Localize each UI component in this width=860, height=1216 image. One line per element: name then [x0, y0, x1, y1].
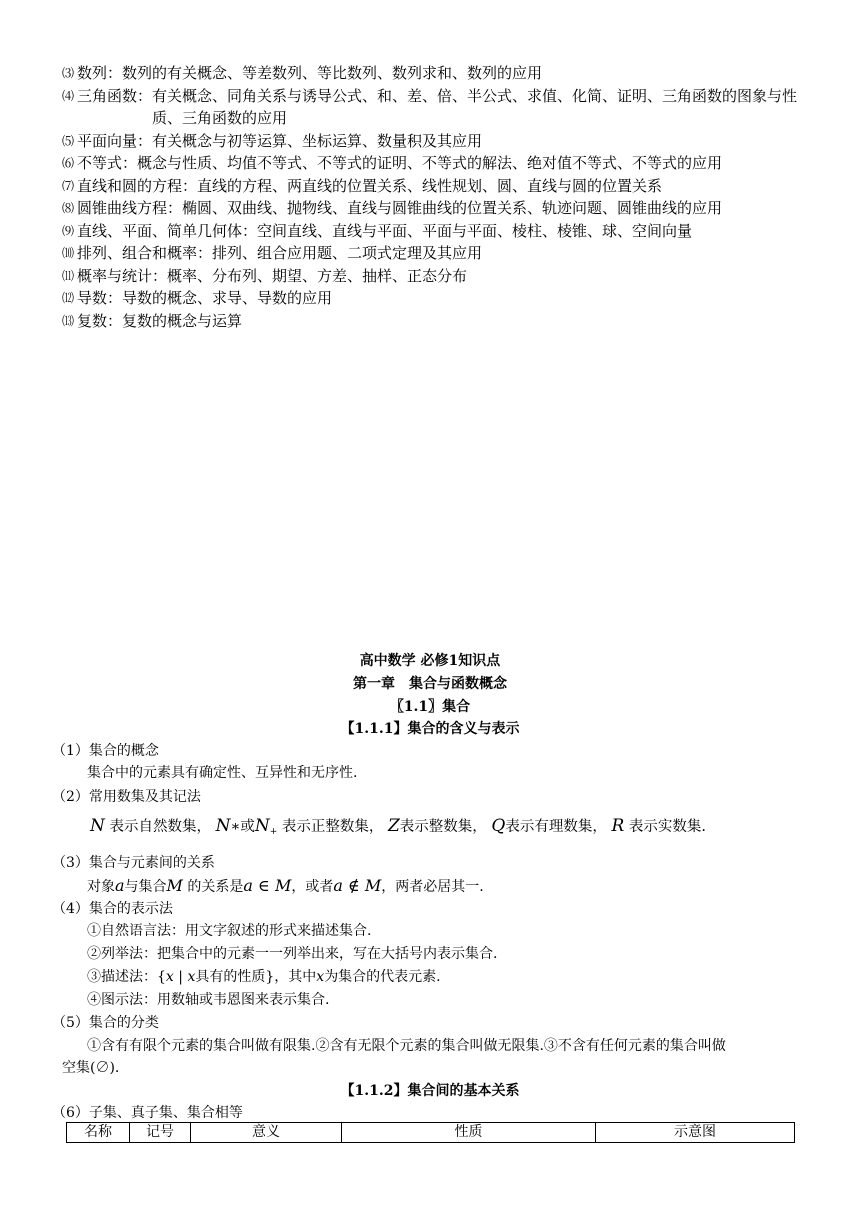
subset-table [66, 1122, 795, 1143]
table-header-cell: 示意图 [596, 1123, 795, 1143]
outline-topic: 导数： [77, 289, 123, 307]
outline-content: 空间直线、直线与平面、平面与平面、棱柱、棱锥、球、空间向量 [257, 221, 693, 240]
symbol-x: x [316, 969, 325, 985]
outline-item [62, 175, 802, 198]
outline-item [62, 310, 802, 333]
item-5-line-1: ①含有有限个元素的集合叫做有限集.②含有无限个元素的集合叫做无限集.③不含有任何元素的集合叫做 [87, 1038, 726, 1054]
text-one-of-two: ，两者必居其一. [381, 879, 484, 895]
subsection-title-1-1-1: 【1.1.1】集合的含义与表示 [340, 721, 520, 737]
expr-a-notin-M: a ∉ M [333, 876, 382, 895]
document-title: 高中数学 必修1知识点 [359, 653, 501, 669]
outline-topic: 三角函数： [77, 86, 153, 105]
outline-item [62, 85, 802, 130]
symbol-x: x [187, 969, 196, 985]
outline-content: 概率、分布列、期望、方差、抽样、正态分布 [167, 266, 468, 285]
table-header-cell: 性质 [342, 1123, 596, 1143]
outline-number: ⑻ [62, 201, 75, 215]
outline-number: ⒀ [62, 313, 75, 328]
symbol-x: x [165, 969, 174, 985]
outline-topic: 排列、组合和概率： [77, 244, 213, 262]
item-5-title: （5）集合的分类 [52, 1015, 159, 1031]
outline-number: ⑿ [62, 291, 75, 305]
outline-item [62, 220, 802, 243]
symbol-N: N [90, 816, 105, 836]
item-5-line-2: 空集(∅). [62, 1060, 120, 1076]
outline-content: 有关概念与初等运算、坐标运算、数量积及其应用 [152, 131, 483, 150]
outline-item [62, 197, 802, 220]
table-header-cell: 意义 [191, 1123, 342, 1143]
star-symbol: ∗ [230, 819, 241, 835]
outline-item [62, 287, 802, 310]
outline-content: 导数的概念、求导、导数的应用 [122, 289, 333, 307]
outline-topic: 复数： [77, 311, 123, 330]
outline-item [62, 265, 802, 288]
symbol-N-star: N [215, 816, 231, 836]
symbol-R: R [611, 816, 625, 836]
outline-content: 复数的概念与运算 [122, 311, 243, 330]
text-or-else: ，或者 [291, 879, 334, 895]
text-natural: 表示自然数集， [109, 819, 211, 835]
symbol-Z: Z [387, 816, 400, 836]
outline-number: ⑼ [62, 223, 75, 238]
outline-topic: 不等式： [77, 154, 138, 172]
table-header-row [67, 1123, 795, 1143]
outline-content: 直线的方程、两直线的位置关系、线性规划、圆、直线与圆的位置关系 [197, 176, 663, 195]
outline-content: 椭圆、双曲线、抛物线、直线与圆锥曲线的位置关系、轨迹问题、圆锥曲线的应用 [182, 199, 723, 217]
outline-number: ⑸ [62, 133, 75, 148]
item-4-enumeration: ②列举法：把集合中的元素一一列举出来，写在大括号内表示集合. [87, 946, 498, 962]
text-rationals: 表示有理数集， [505, 819, 607, 835]
text-property: 具有的性质}，其中 [195, 969, 317, 985]
symbol-M: M [166, 876, 183, 895]
outline-content: 数列的有关概念、等差数列、等比数列、数列求和、数列的应用 [122, 64, 543, 82]
outline-topic: 概率与统计： [77, 266, 168, 285]
outline-topic: 平面向量： [77, 131, 153, 150]
outline-item [62, 62, 802, 85]
symbol-a: a [115, 876, 125, 895]
outline-number: ⑶ [62, 66, 75, 80]
text-relation: 的关系是 [187, 879, 244, 895]
item-4-diagram: ④图示法：用数轴或韦恩图来表示集合. [87, 992, 330, 1008]
text-reals: 表示实数集. [628, 819, 706, 835]
bar-symbol: | [173, 969, 188, 985]
outline-content: 排列、组合应用题、二项式定理及其应用 [212, 244, 483, 262]
expr-a-in-M: a ∈ M [243, 876, 292, 895]
text-integers: 表示整数集， [399, 819, 487, 835]
symbol-Q: Q [491, 816, 506, 836]
item-1-title: （1）集合的概念 [52, 743, 159, 759]
outline-item [62, 242, 802, 265]
outline-topic: 直线、平面、简单几何体： [77, 221, 258, 240]
item-4-natural-language: ①自然语言法：用文字叙述的形式来描述集合. [87, 923, 372, 939]
outline-content: 有关概念、同角关系与诱导公式、和、差、倍、半公式、求值、化简、证明、三角函数的图象与性质、三角函数的应用 [152, 86, 798, 127]
outline-number: ⑹ [62, 156, 75, 170]
outline-topic: 数列： [77, 64, 123, 82]
outline-topic: 直线和圆的方程： [77, 176, 198, 195]
text-description-start: ③描述法：{ [87, 969, 166, 985]
item-3-text [52, 876, 847, 897]
symbol-N-plus: N [254, 816, 270, 836]
outline-number: ⑺ [62, 178, 75, 193]
item-4-title: （4）集合的表示法 [52, 901, 173, 917]
text-and-set: 与集合 [124, 879, 167, 895]
plus-subscript: + [269, 827, 278, 837]
text-representative: 为集合的代表元素. [324, 969, 441, 985]
text-or: 或 [240, 819, 255, 835]
table-header-cell: 记号 [130, 1123, 191, 1143]
outline-number: ⑽ [62, 246, 75, 260]
topic-outline [62, 62, 802, 332]
text-object: 对象 [87, 879, 115, 895]
item-3-title: （3）集合与元素间的关系 [52, 855, 215, 871]
subsection-title-1-1-2: 【1.1.2】集合间的基本关系 [340, 1083, 520, 1099]
item-2-text [90, 816, 850, 842]
text-positive-int: 表示正整数集， [281, 819, 384, 835]
item-2-title: （2）常用数集及其记法 [52, 789, 201, 805]
outline-topic: 圆锥曲线方程： [77, 199, 183, 217]
outline-content: 概念与性质、均值不等式、不等式的证明、不等式的解法、绝对值不等式、不等式的应用 [137, 154, 723, 172]
outline-item [62, 152, 802, 175]
item-4-description [52, 967, 847, 987]
section-title: 〖1.1〗集合 [389, 699, 471, 715]
table-header-cell: 名称 [67, 1123, 130, 1143]
outline-number: ⑾ [62, 268, 75, 283]
outline-number: ⑷ [62, 88, 75, 103]
chapter-title: 第一章 集合与函数概念 [353, 676, 507, 692]
item-6-title: （6）子集、真子集、集合相等 [52, 1105, 243, 1121]
item-1-text: 集合中的元素具有确定性、互异性和无序性. [87, 765, 358, 781]
outline-item [62, 130, 802, 153]
